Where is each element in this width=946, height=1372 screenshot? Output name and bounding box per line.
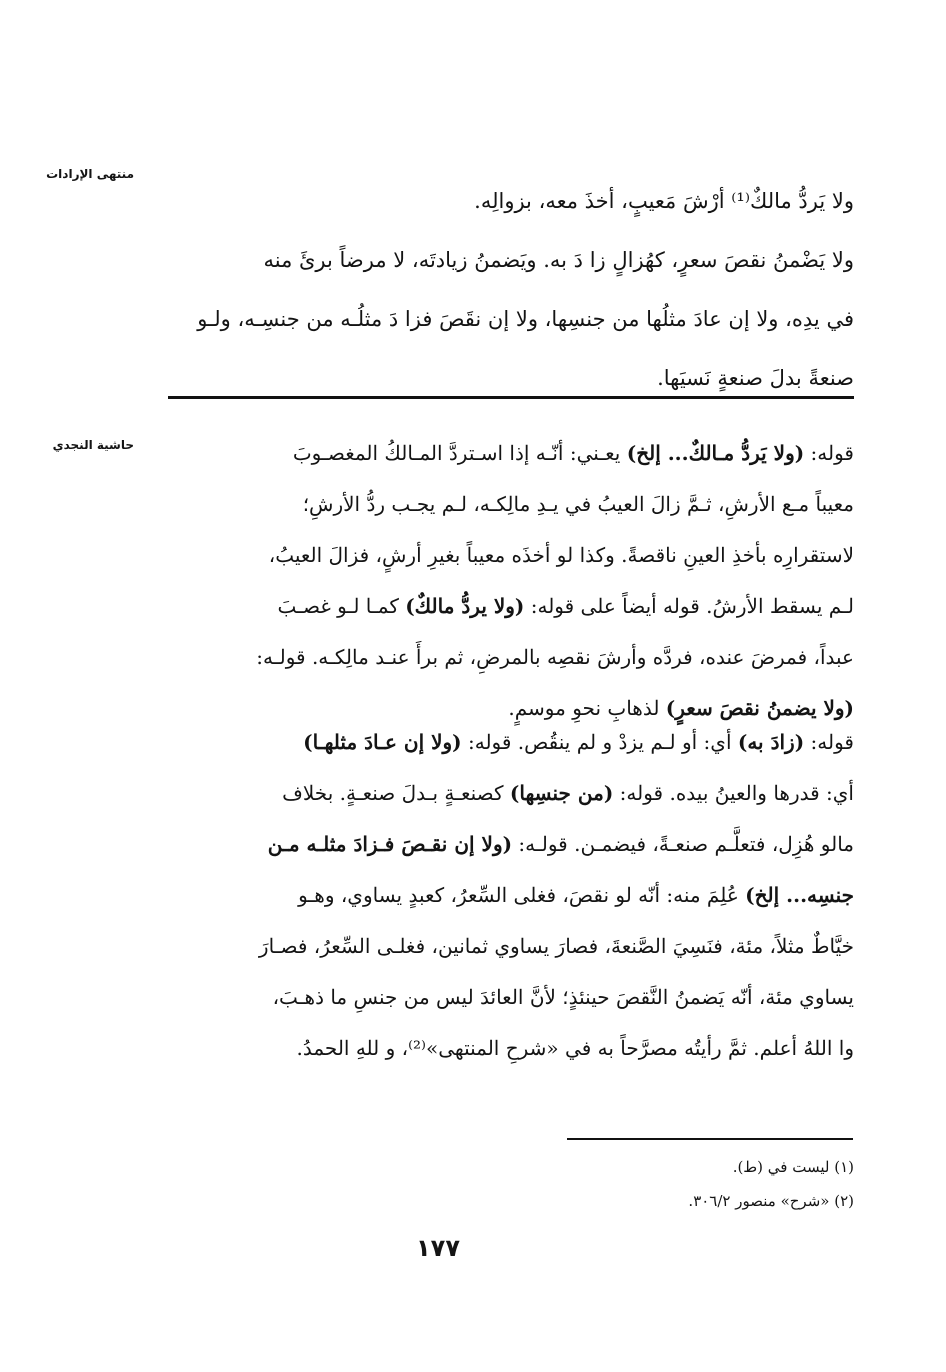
line-text: أي: أو لـم يزدْ و لم ينقُص. قوله: — [461, 730, 738, 754]
quoted-phrase: (ولا يَردُّ مـالكٌ... إلخ) — [626, 441, 805, 465]
commentary-line — [154, 717, 854, 768]
main-text — [154, 172, 854, 408]
line-text: يساوي مئة، أنّه يَضمنُ النَّقصَ حينئذٍ؛ لأنَّ العائدَ ليس من جنسِ ما ذهـبَ، — [272, 985, 854, 1009]
line-text: لـم يسقط الأرشُ. قوله أيضاً على قوله: — [524, 594, 854, 618]
line-text: لاستقرارِه بأخذِ العينِ ناقصةً. وكذا لو أخذَه معيباً بغيرِ أرشٍ، فزالَ العيبُ، — [268, 543, 854, 567]
line-text: عبداً، فمرضَ عنده، فردَّه وأرشَ نقصِه بالمرضِ، ثم برأَ عنـد مالِكـه. قولـه: — [256, 645, 854, 669]
commentary-line — [154, 428, 854, 479]
commentary-line — [154, 870, 854, 921]
commentary-line — [154, 530, 854, 581]
line-text: يعـني: أنّـه إذا اسـتردَّ المـالكُ المغصـوبَ — [292, 441, 627, 465]
commentary-line — [154, 479, 854, 530]
line-text: عُلِمَ منه: أنّه لو نقصَ، فغلى السِّعرُ، كعبدٍ يساوي، وهـو — [298, 883, 746, 907]
main-text-line: في يدِه، ولا إن عادَ مثلُها من جنسِها، ولا إن نقَصَ فزا دَ مثلُـه من جنسِـه، ولـو — [197, 307, 854, 331]
line-text: لذهابِ نحوِ موسمٍ. — [508, 696, 666, 720]
quoted-phrase: (زادَ به) — [737, 730, 805, 754]
footnote-1: (١) ليست في (ط). — [732, 1158, 854, 1176]
quoted-phrase: (ولا يضمنُ نقصَ سعرٍ) — [665, 696, 854, 720]
commentary-paragraph-2 — [154, 717, 854, 1074]
line-text: خيَّاطٌ مثلاً، مئة، فنَسِيَ الصَّنعةَ، فصارَ يساوي ثمانين، فغلـى السِّعرُ، فصـارَ — [258, 934, 854, 958]
line-text: مالو هُزِل، فتعلَّـم صنعـةً، فيضمـن. قولـه: — [512, 832, 854, 856]
commentary-line — [154, 581, 854, 632]
side-label-main-text: منتهى الإرادات — [46, 167, 134, 181]
line-text: كصنعـةٍ بـدلَ صنعـةٍ. بخلاف — [282, 781, 510, 805]
quoted-phrase: (من جنسِها) — [509, 781, 614, 805]
line-text: قوله: — [804, 730, 854, 754]
commentary-line — [154, 819, 854, 870]
quoted-phrase: (ولا إن نقـصَ فـزادَ مثلـه مـن — [267, 832, 513, 856]
commentary-line — [154, 768, 854, 819]
main-text-line: ولا يَضْمنُ نقصَ سعرٍ، كهُزالٍ زا دَ به. ويَضمنُ زيادتَه، لا مرضاً برئَ منه — [263, 248, 854, 272]
commentary-line — [154, 1023, 854, 1074]
quoted-phrase: (ولا يردُّ مالكٌ) — [405, 594, 525, 618]
side-label-commentary: حاشية النجدي — [52, 438, 134, 452]
line-text: معيباً مـع الأرشِ، ثـمَّ زالَ العيبُ في يـدِ مالِكـه، لـم يجـب ردُّ الأرشِ؛ — [302, 492, 854, 516]
line-text: أي: قدرها والعينُ بيده. قوله: — [613, 781, 854, 805]
footnotes — [354, 1150, 854, 1218]
main-separator-rule — [168, 396, 854, 399]
commentary-line — [154, 972, 854, 1023]
main-text-line: ولا يَردُّ مالكٌ⁽¹⁾ أرْشَ مَعيبٍ، أخذَ معه، بزوالِه. — [474, 189, 854, 213]
commentary-line — [154, 921, 854, 972]
line-text: وا اللهُ أعلم. ثمَّ رأيتُه مصرَّحاً به في «شرحِ المنتهى»⁽²⁾، و للهِ الحمدُ. — [296, 1036, 854, 1060]
quoted-phrase: جنسِه... إلخ) — [745, 883, 854, 907]
page-number: ١٧٧ — [416, 1234, 460, 1262]
commentary-line — [154, 632, 854, 683]
main-text-line: صنعةً بدلَ صنعةٍ نَسيَها. — [657, 366, 854, 390]
line-text: قوله: — [804, 441, 854, 465]
commentary-paragraph-1 — [154, 428, 854, 734]
footnote-2: (٢) «شرح» منصور ٣٠٦/٢. — [688, 1192, 854, 1210]
footnote-separator-rule — [567, 1138, 853, 1140]
line-text: كمـا لـو غصـبَ — [277, 594, 406, 618]
quoted-phrase: (ولا إن عـادَ مثلهـا) — [303, 730, 462, 754]
